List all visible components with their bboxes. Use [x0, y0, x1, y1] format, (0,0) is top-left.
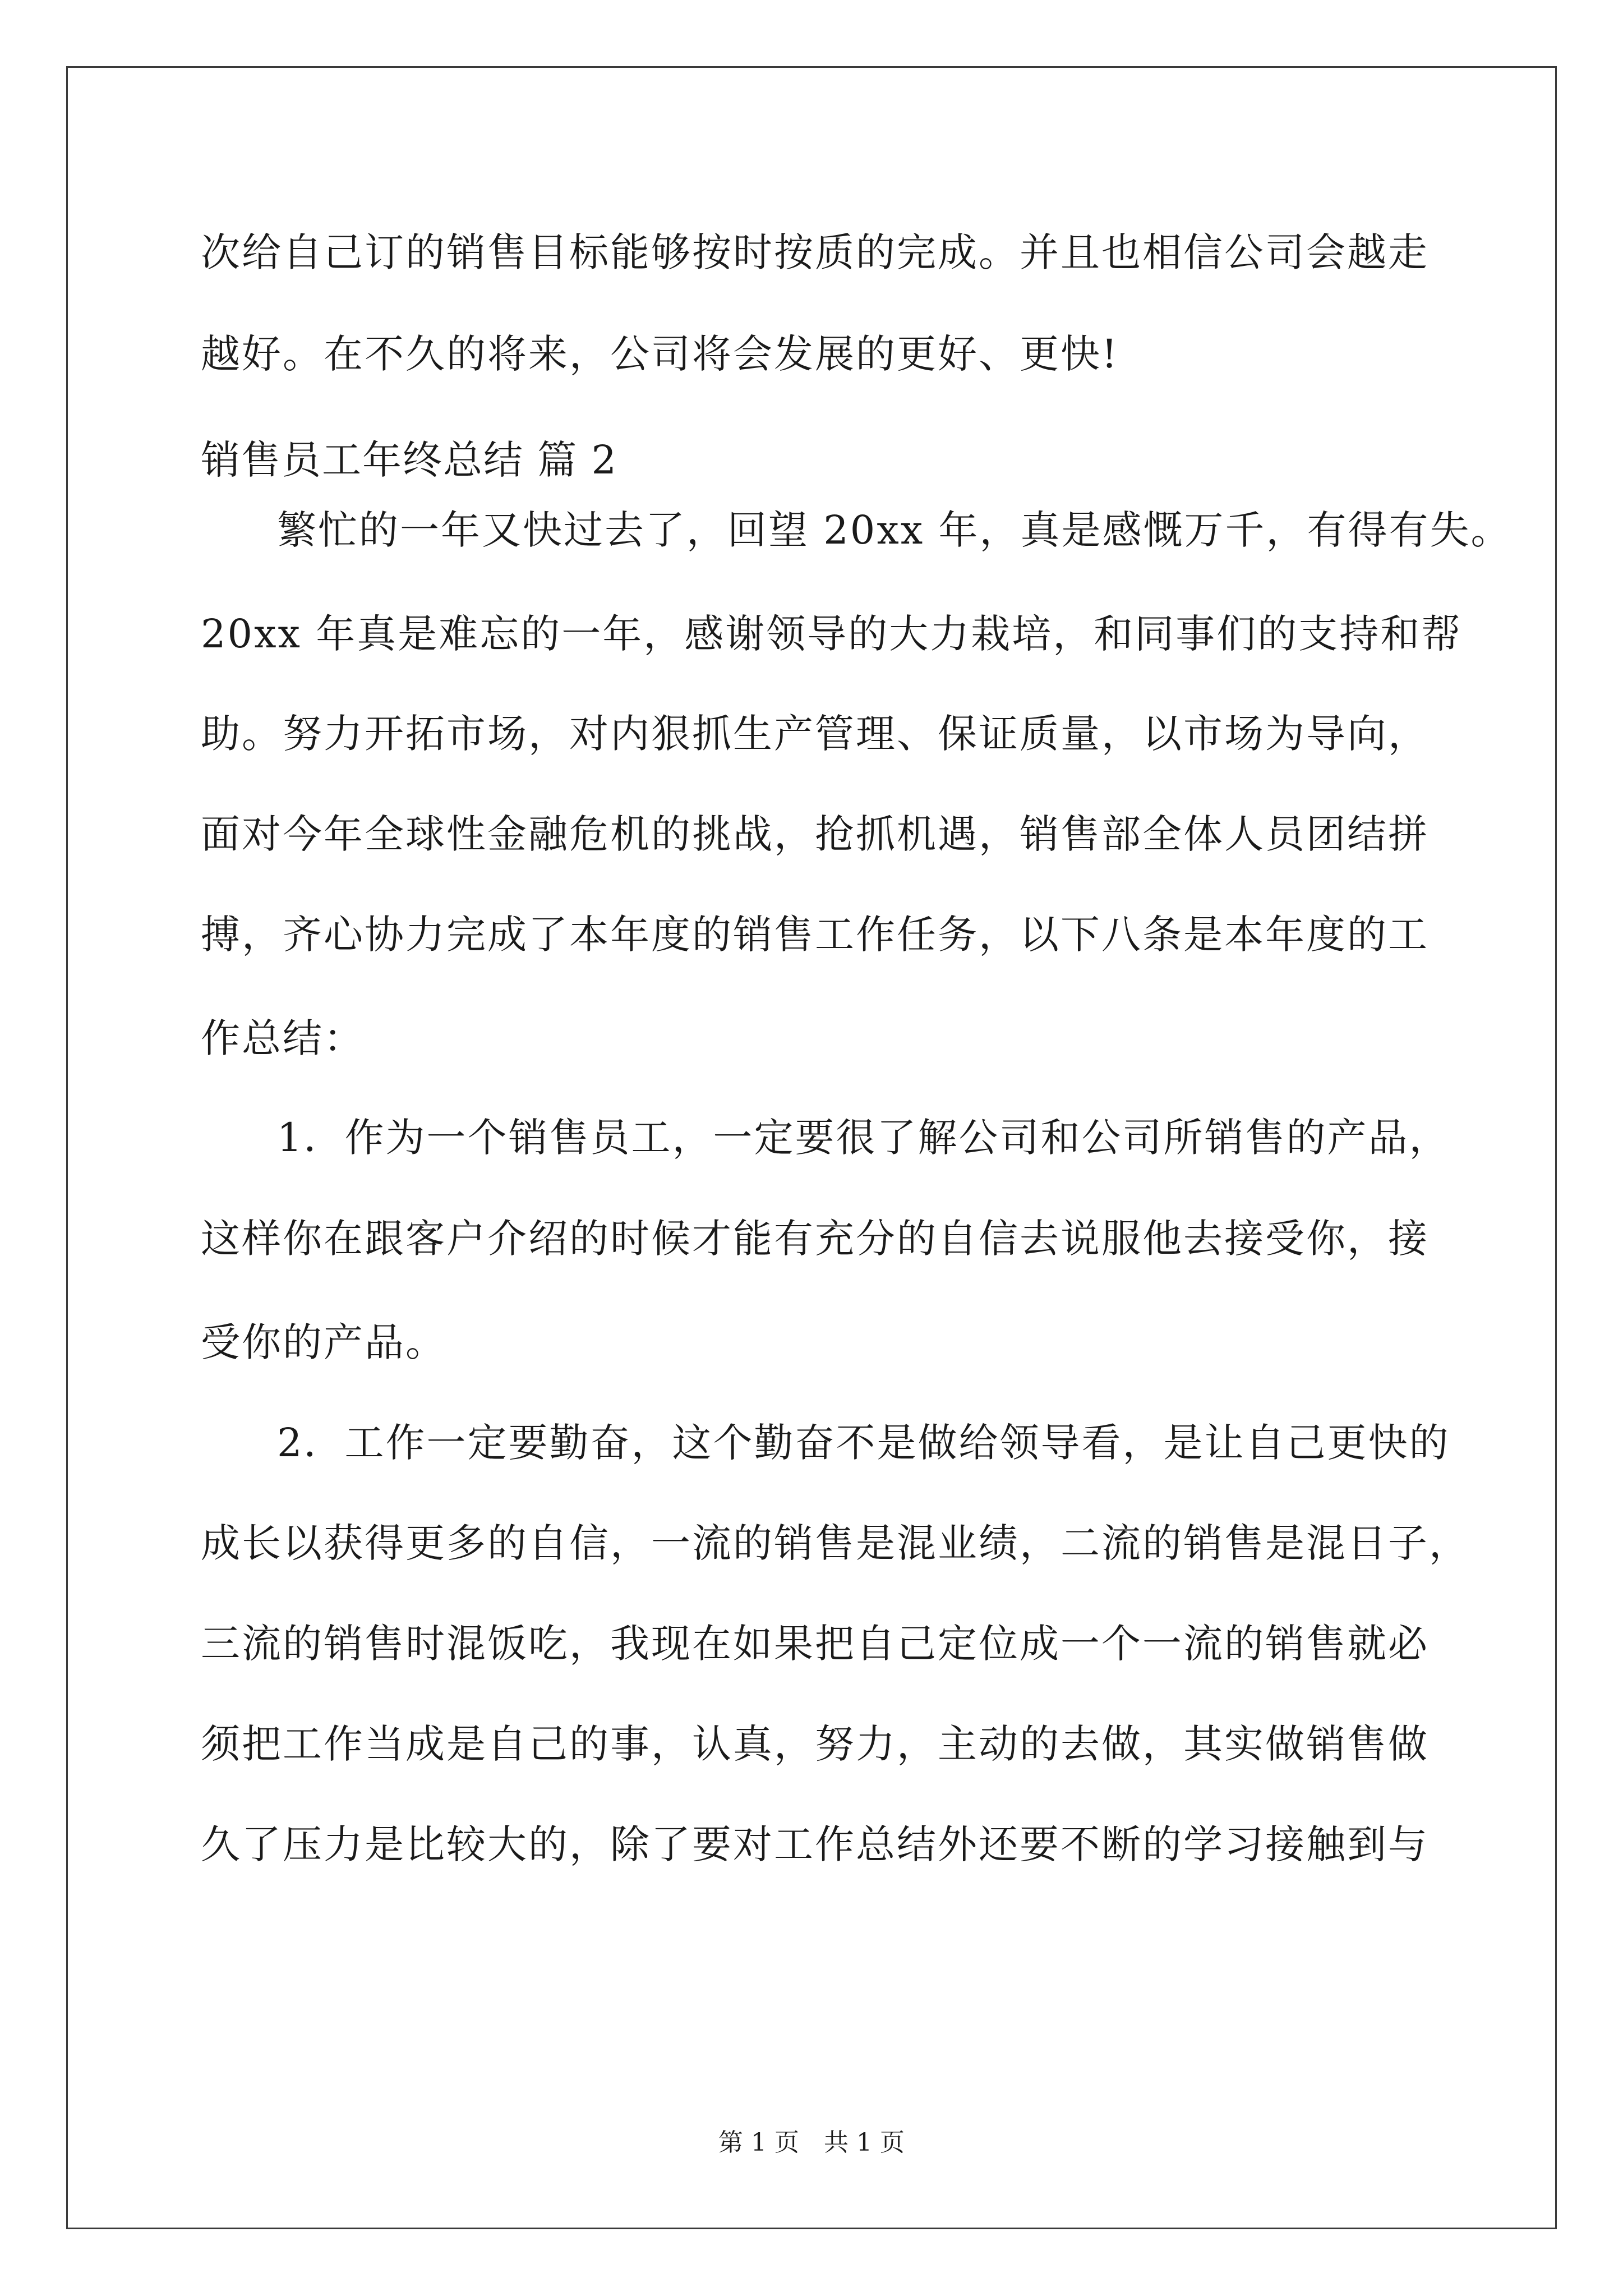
list-item-1-first-line: 1．作为一个销售员工，一定要很了解公司和公司所销售的产品，	[277, 1115, 1450, 1161]
body-line: 20xx 年真是难忘的一年，感谢领导的大力栽培，和同事们的支持和帮	[201, 611, 1463, 657]
body-line: 次给自己订的销售目标能够按时按质的完成。并且也相信公司会越走	[201, 229, 1429, 275]
paragraph-first-line: 繁忙的一年又快过去了，回望 20xx 年，真是感慨万千，有得有失。	[277, 507, 1512, 553]
body-line: 这样你在跟客户介绍的时候才能有充分的自信去说服他去接受你，接	[201, 1216, 1429, 1262]
body-line: 三流的销售时混饭吃，我现在如果把自己定位成一个一流的销售就必	[201, 1621, 1429, 1667]
page-footer: 第 1 页 共 1 页	[718, 2128, 905, 2157]
section-heading: 销售员工年终总结 篇 2	[201, 437, 618, 483]
body-line: 作总结：	[201, 1015, 365, 1061]
body-line: 久了压力是比较大的，除了要对工作总结外还要不断的学习接触到与	[201, 1821, 1429, 1867]
body-line: 须把工作当成是自己的事，认真，努力，主动的去做，其实做销售做	[201, 1721, 1429, 1767]
body-line: 越好。在不久的将来，公司将会发展的更好、更快!	[201, 331, 1119, 377]
body-line: 成长以获得更多的自信，一流的销售是混业绩，二流的销售是混日子，	[201, 1520, 1470, 1566]
body-line: 受你的产品。	[201, 1319, 446, 1365]
list-item-2-first-line: 2．工作一定要勤奋，这个勤奋不是做给领导看，是让自己更快的	[277, 1420, 1450, 1466]
body-line: 面对今年全球性金融危机的挑战，抢抓机遇，销售部全体人员团结拼	[201, 811, 1429, 857]
body-line: 助。努力开拓市场，对内狠抓生产管理、保证质量，以市场为导向，	[201, 711, 1429, 757]
body-line: 搏，齐心协力完成了本年度的销售工作任务，以下八条是本年度的工	[201, 912, 1429, 958]
